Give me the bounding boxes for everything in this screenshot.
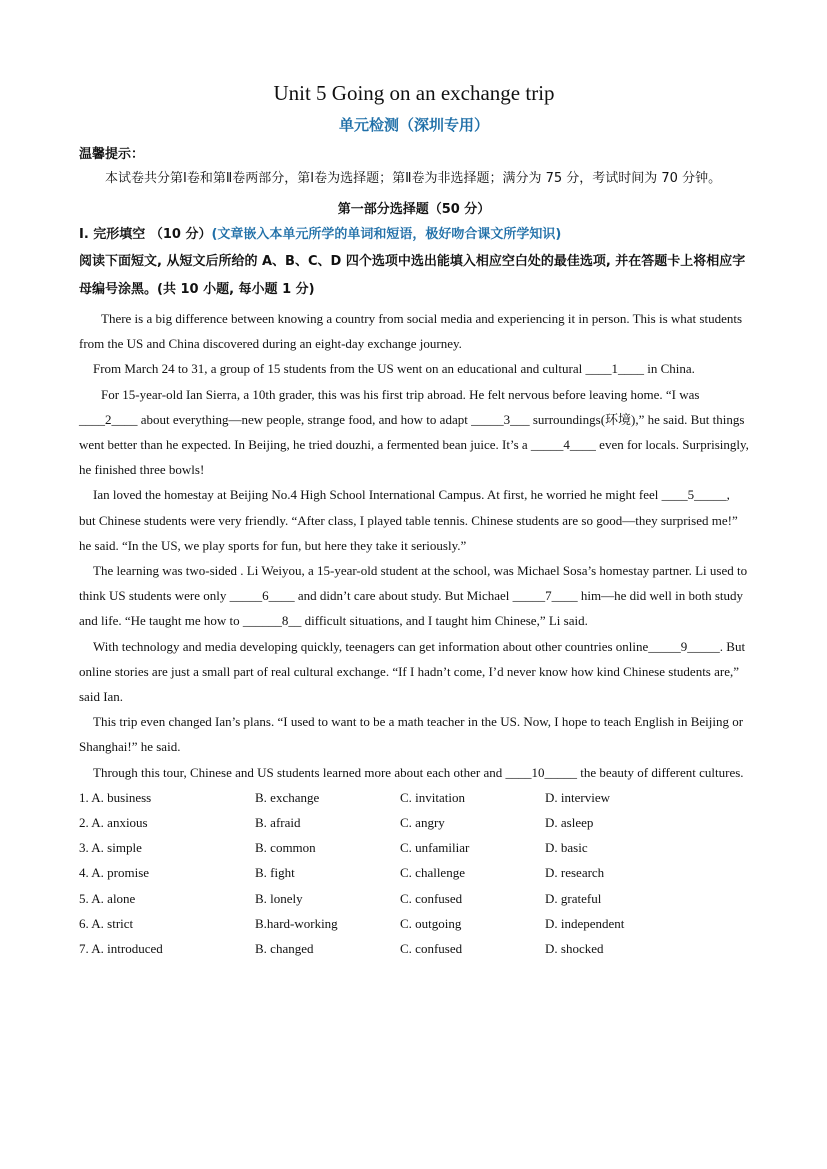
passage-paragraph: From March 24 to 31, a group of 15 students from the US went on an educational and cultural ____1____ in China. (93, 361, 695, 377)
section-note: (文章嵌入本单元所学的单词和短语，极好吻合课文所学知识) (211, 227, 562, 242)
passage-paragraph: For 15-year-old Ian Sierra, a 10th grader, this was his first trip abroad. He felt nervous before leaving home. “I was ____2____ about everything—new people, strange food, and how to adapt _____3___ surroundings(环境),” he said. But things went better than he expected. In Beijing, he tried douzhi, a fermented bean juice. It’s a _____4____ even for locals. Surprisingly, he finished three bowls! (79, 386, 749, 478)
option-c: C. unfamiliar (400, 840, 470, 856)
option-b: B. fight (255, 865, 295, 881)
option-c: C. confused (400, 890, 463, 906)
option-a: 6. A. strict (79, 915, 134, 931)
tips-text: 本试卷共分第Ⅰ卷和第Ⅱ卷两部分，第Ⅰ卷为选择题；第Ⅱ卷为非选择题；满分为 75 分，考试时间为 70 分钟。 (105, 171, 722, 186)
passage-paragraph: The learning was two-sided . Li Weiyou, a 15-year-old student at the school, was Michael Sosa’s homestay partner. Li used to think US students were only _____6____ and didn’t care about study. But Michael _____7____ him—he did well in both study and life. “He taught me how to ______8__ difficult situations, and I taught him Chinese,” Li said. (79, 563, 748, 629)
option-c: C. invitation (400, 789, 465, 805)
option-row (79, 785, 749, 810)
document-subtitle: 单元检测（深圳专用） (338, 116, 489, 134)
option-d: D. interview (545, 789, 610, 805)
part-one-title: 第一部分选择题（50 分） (337, 202, 491, 217)
option-a: 3. A. simple (79, 840, 142, 856)
option-d: D. shocked (545, 941, 604, 957)
passage-paragraph: With technology and media developing quickly, teenagers can get information about other countries online_____9_____. But online stories are just a small part of real cultural exchange. “If I hadn’t come, I’d never know how kind Chinese students are,” said Ian. (79, 638, 746, 705)
option-row (79, 835, 749, 860)
passage-paragraph: This trip even changed Ian’s plans. “I used to want to be a math teacher in the US. Now, I hope to teach English in Beijing or Shanghai!” he said. (79, 714, 744, 755)
option-b: B.hard-working (255, 915, 338, 931)
option-d: D. basic (545, 840, 588, 856)
option-b: B. afraid (255, 815, 301, 831)
option-b: B. exchange (255, 789, 320, 805)
option-b: B. lonely (255, 890, 303, 906)
option-row (79, 886, 749, 911)
option-d: D. independent (545, 915, 625, 931)
option-b: B. changed (255, 941, 314, 957)
option-c: C. outgoing (400, 915, 462, 931)
option-b: B. common (255, 840, 316, 856)
option-c: C. confused (400, 941, 463, 957)
option-row (79, 810, 749, 835)
answer-options (79, 785, 749, 961)
option-c: C. challenge (400, 865, 465, 881)
option-row (79, 860, 749, 885)
option-a: 5. A. alone (79, 890, 136, 906)
option-d: D. asleep (545, 815, 594, 831)
passage-paragraph: There is a big difference between knowing a country from social media and experiencing it in person. This is what students from the US and China discovered during an eight-day exchange journey. (79, 311, 743, 352)
section-instruction: 阅读下面短文, 从短文后所给的 A、B、C、D 四个选项中选出能填入相应空白处的最佳选项, 并在答题卡上将相应字母编号涂黑。(共 10 小题, 每小题 1 分) (79, 254, 746, 297)
passage-paragraph: Ian loved the homestay at Beijing No.4 High School International Campus. At first, he worried he might feel ____5_____, but Chinese students were very friendly. “After class, I played table tennis. Chinese students are so good—they surprised me!” he said. “In the US, we play sports for fun, but here they take it seriously.” (79, 487, 738, 553)
passage-paragraph: Through this tour, Chinese and US students learned more about each other and ____10_____ the beauty of different cultures. (93, 764, 744, 780)
option-d: D. grateful (545, 890, 602, 906)
option-a: 2. A. anxious (79, 815, 148, 831)
document-title: Unit 5 Going on an exchange trip (273, 81, 555, 105)
option-row (79, 911, 749, 936)
option-row (79, 936, 749, 961)
section-heading (79, 222, 749, 248)
option-d: D. research (545, 865, 605, 881)
section-label: I. 完形填空 （10 分） (79, 227, 212, 242)
cloze-passage (79, 306, 749, 785)
option-c: C. angry (400, 815, 445, 831)
tips-label: 温馨提示： (79, 147, 145, 162)
option-a: 7. A. introduced (79, 941, 163, 957)
option-a: 1. A. business (79, 789, 152, 805)
option-a: 4. A. promise (79, 865, 150, 881)
